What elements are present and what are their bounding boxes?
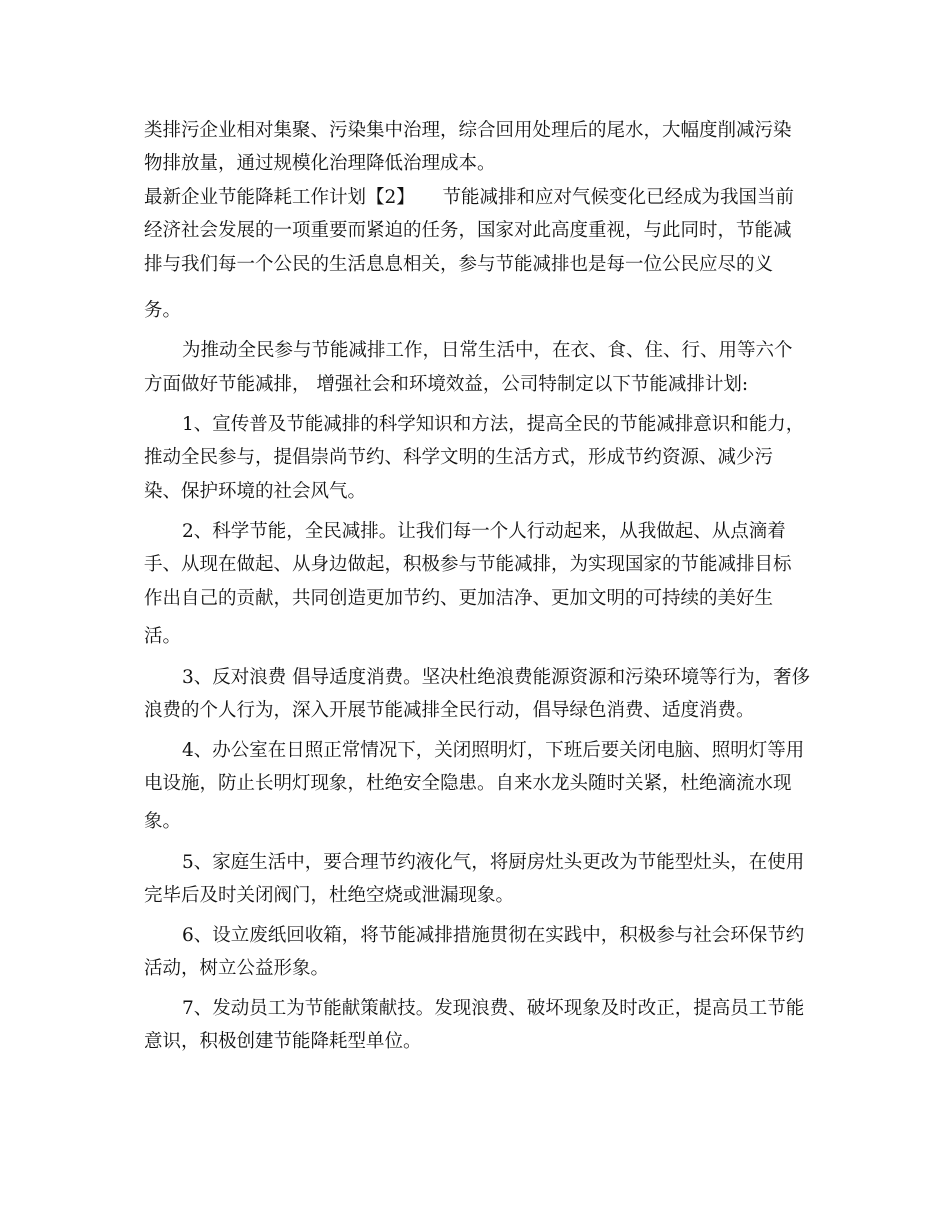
text-line: 手、从现在做起、从身边做起，积极参与节能减排，为实现国家的节能减排目标: [144, 554, 792, 575]
text-line: 推动全民参与，提倡崇尚节约、科学文明的生活方式，形成节约资源、减少污: [144, 447, 774, 468]
text-line: 3、反对浪费 倡导适度消费。坚决杜绝浪费能源资源和污染环境等行为，奢侈: [182, 667, 811, 688]
text-line: 务。: [144, 300, 182, 321]
text-line: 意识，积极创建节能降耗型单位。: [144, 1031, 422, 1052]
text-line: 物排放量，通过规模化治理降低治理成本。: [144, 153, 496, 174]
text-line: 2、科学节能，全民减排。让我们每一个人行动起来，从我做起、从点滴着: [182, 521, 786, 542]
text-line: 活动，树立公益形象。: [144, 958, 330, 979]
text-line: 象。: [144, 811, 182, 832]
text-line: 最新企业节能降耗工作计划【2】 节能减排和应对气候变化已经成为我国当前: [144, 187, 795, 208]
text-line: 5、家庭生活中，要合理节约液化气，将厨房灶头更改为节能型灶头，在使用: [182, 852, 805, 873]
text-line: 方面做好节能减排， 增强社会和环境效益，公司特制定以下节能减排计划:: [144, 374, 749, 395]
text-line: 活。: [144, 626, 182, 647]
text-line: 排与我们每一个公民的生活息息相关，参与节能减排也是每一位公民应尽的义: [144, 254, 774, 275]
text-line: 6、设立废纸回收箱，将节能减排措施贯彻在实践中，积极参与社会环保节约: [182, 925, 805, 946]
text-line: 浪费的个人行为，深入开展节能减排全民行动，倡导绿色消费、适度消费。: [144, 700, 755, 721]
text-line: 4、办公室在日照正常情况下，关闭照明灯，下班后要关闭电脑、照明灯等用: [182, 740, 805, 761]
text-line: 经济社会发展的一项重要而紧迫的任务，国家对此高度重视，与此同时，节能减: [144, 220, 792, 241]
text-line: 电设施，防止长明灯现象，杜绝安全隐患。自来水龙头随时关紧，杜绝滴流水现: [144, 773, 792, 794]
text-line: 7、发动员工为节能献策献技。发现浪费、破坏现象及时改正，提高员工节能: [182, 998, 805, 1019]
text-line: 作出自己的贡献，共同创造更加节约、更加洁净、更加文明的可持续的美好生: [144, 588, 774, 609]
text-line: 完毕后及时关闭阀门，杜绝空烧或泄漏现象。: [144, 885, 515, 906]
text-line: 1、宣传普及节能减排的科学知识和方法，提高全民的节能减排意识和能力，: [182, 414, 805, 435]
text-line: 类排污企业相对集聚、污染集中治理，综合回用处理后的尾水，大幅度削减污染: [144, 120, 792, 141]
text-line: 为推动全民参与节能减排工作，日常生活中，在衣、食、住、行、用等六个: [182, 340, 793, 361]
text-line: 染、保护环境的社会风气。: [144, 481, 367, 502]
